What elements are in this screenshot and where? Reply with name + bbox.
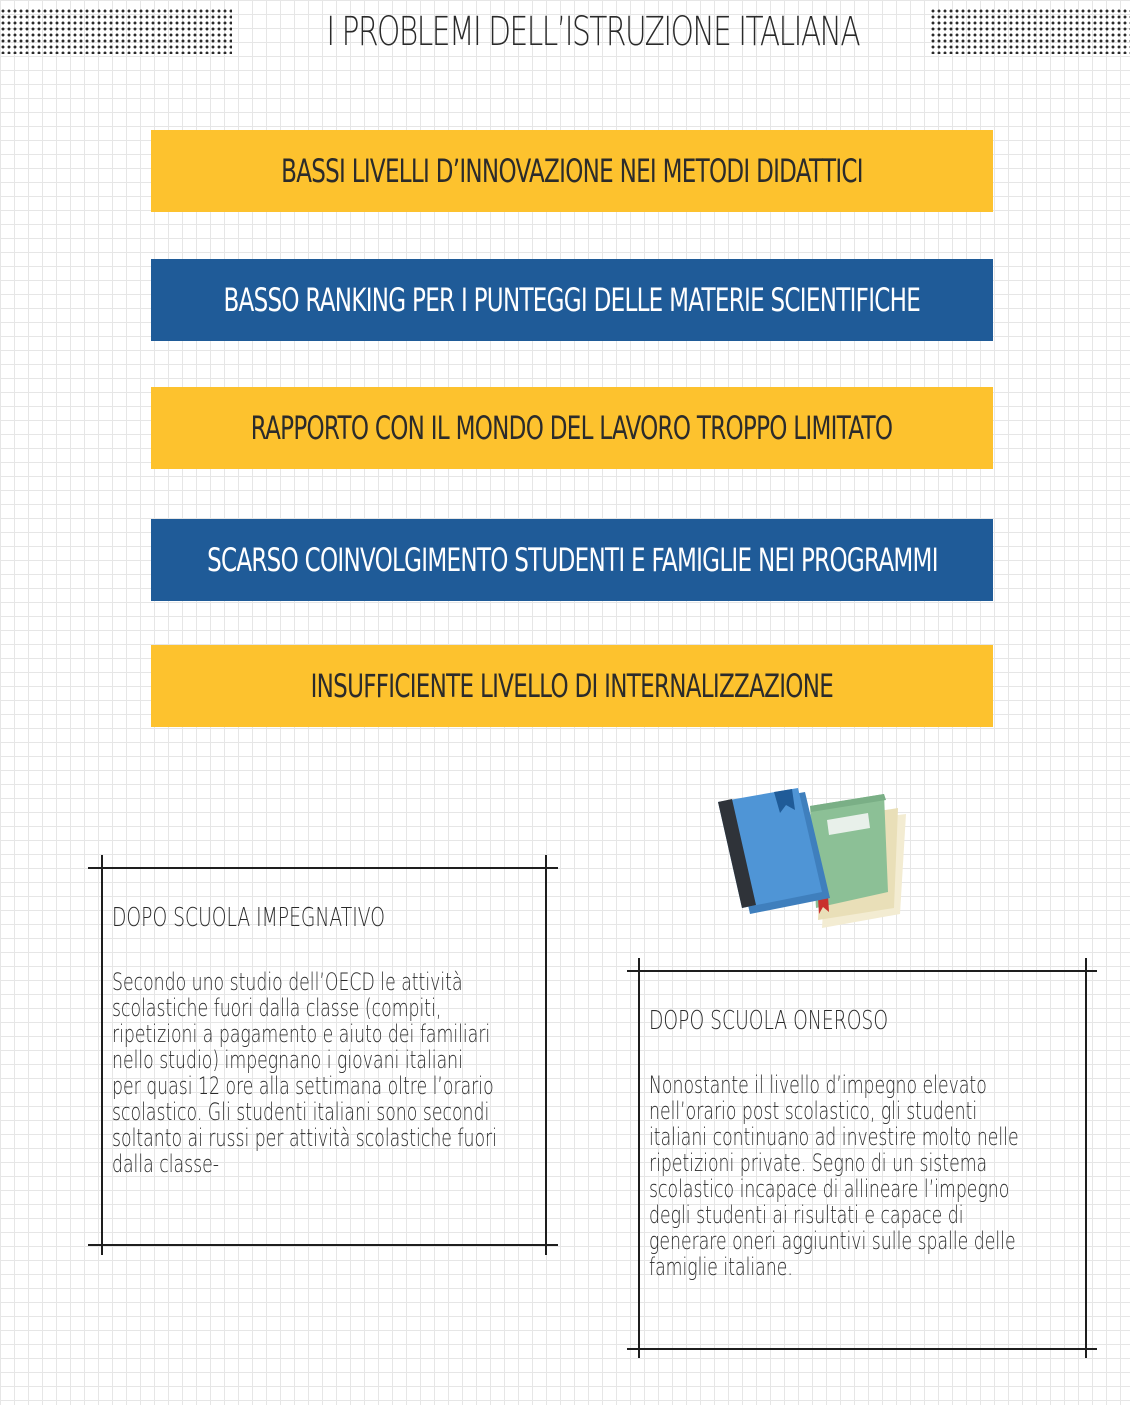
body-line: scolastico incapace di allineare l’impegno bbox=[649, 1175, 1010, 1203]
body-line: Nonostante il livello d’impegno elevato bbox=[649, 1071, 987, 1099]
box-body bbox=[112, 969, 538, 1177]
box-content bbox=[112, 903, 704, 1177]
body-line: ripetizioni private. Segno di un sistema bbox=[649, 1149, 988, 1177]
header bbox=[0, 0, 1130, 68]
body-line: italiani continuano ad investire molto nelle bbox=[649, 1123, 1019, 1151]
halftone-dots-right bbox=[930, 8, 1130, 54]
box-body bbox=[649, 1072, 1075, 1280]
halftone-dots-left bbox=[0, 8, 232, 54]
banner-label: SCARSO COINVOLGIMENTO STUDENTI E FAMIGLIE NEI PROGRAMMI bbox=[206, 541, 938, 579]
box-title: DOPO SCUOLA ONEROSO bbox=[649, 1006, 889, 1036]
box-frame-bottom bbox=[88, 1244, 558, 1246]
body-line: scolastiche fuori dalla classe (compiti, bbox=[112, 994, 442, 1022]
body-line: degli studenti ai risultati e capace di bbox=[649, 1201, 964, 1229]
banner-internalization bbox=[151, 645, 993, 727]
page-title: I PROBLEMI DELL’ISTRUZIONE ITALIANA bbox=[326, 9, 860, 55]
body-line: nell’orario post scolastico, gli studenti bbox=[649, 1097, 978, 1125]
body-line: ripetizioni a pagamento e aiuto dei familiari bbox=[112, 1020, 491, 1048]
box-frame-left bbox=[638, 958, 640, 1358]
banner-label: INSUFFICIENTE LIVELLO DI INTERNALIZZAZIONE bbox=[310, 667, 834, 705]
banner-innovation bbox=[151, 130, 993, 212]
info-box-oneroso bbox=[627, 958, 1097, 1358]
banner-label: BASSO RANKING PER I PUNTEGGI DELLE MATERIE SCIENTIFICHE bbox=[223, 281, 921, 319]
banner-involvement bbox=[151, 519, 993, 601]
banner-label: BASSI LIVELLI D’INNOVAZIONE NEI METODI DIDATTICI bbox=[281, 152, 863, 190]
box-frame-left bbox=[101, 855, 103, 1255]
body-line: scolastico. Gli studenti italiani sono secondi bbox=[112, 1098, 490, 1126]
body-line: dalla classe- bbox=[112, 1150, 220, 1178]
books-icon bbox=[710, 780, 910, 930]
info-box-impegnativo bbox=[88, 855, 558, 1255]
box-frame-top bbox=[627, 970, 1097, 972]
body-line: soltanto ai russi per attività scolastiche fuori bbox=[112, 1124, 497, 1152]
banner-label: RAPPORTO CON IL MONDO DEL LAVORO TROPPO LIMITATO bbox=[251, 409, 893, 447]
box-frame-top bbox=[88, 867, 558, 869]
banner-science-ranking bbox=[151, 259, 993, 341]
box-content bbox=[649, 1006, 1130, 1280]
box-title: DOPO SCUOLA IMPEGNATIVO bbox=[112, 903, 385, 933]
body-line: generare oneri aggiuntivi sulle spalle delle bbox=[649, 1227, 1016, 1255]
body-line: per quasi 12 ore alla settimana oltre l’orario bbox=[112, 1072, 494, 1100]
body-line: Secondo uno studio dell’OECD le attività bbox=[112, 968, 463, 996]
body-line: famiglie italiane. bbox=[649, 1253, 793, 1281]
box-frame-bottom bbox=[627, 1348, 1097, 1350]
body-line: nello studio) impegnano i giovani italiani bbox=[112, 1046, 463, 1074]
banner-work-relationship bbox=[151, 387, 993, 469]
